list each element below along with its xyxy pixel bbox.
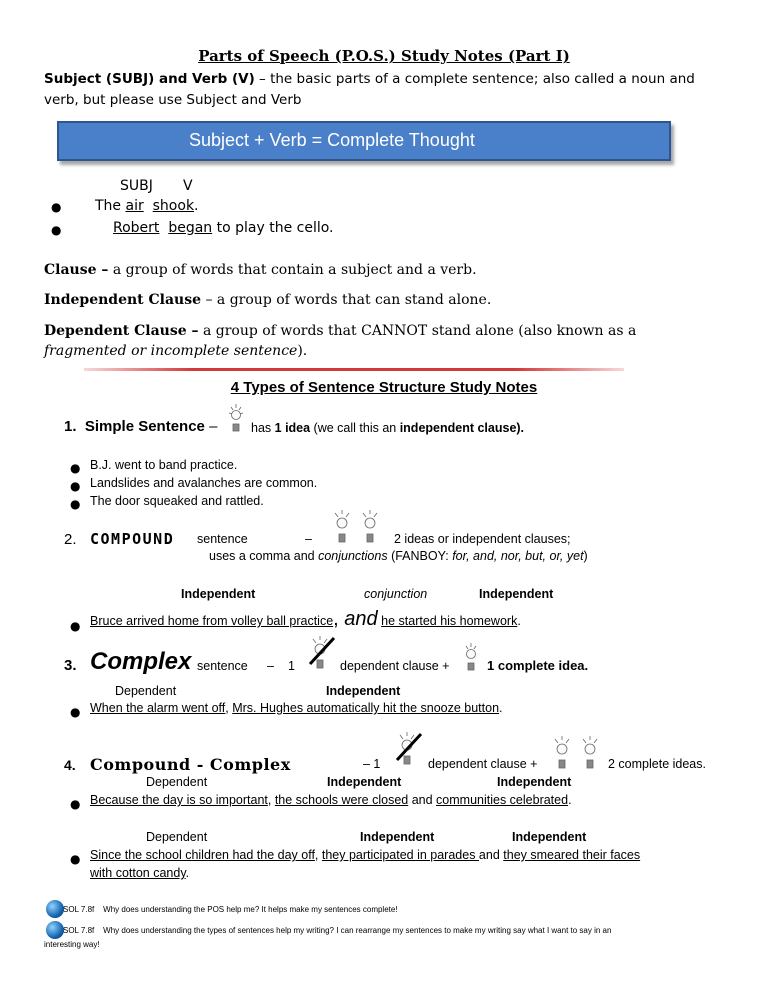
compound-dash: – — [305, 532, 312, 546]
complex-example — [90, 701, 503, 715]
simple-example-2: Landslides and avalanches are common. — [90, 476, 318, 490]
compound-conjunctions: conjunctions — [318, 549, 388, 563]
bullet: ● — [70, 797, 81, 811]
bullet: ● — [51, 223, 62, 237]
complex-dash: – — [267, 659, 274, 673]
compound-complex-dependent: dependent clause + — [428, 757, 538, 771]
cc2-part2: they participated in parades — [321, 848, 479, 862]
bullet: ● — [70, 479, 81, 493]
ex2-verb: began — [168, 220, 213, 236]
compound-complex-number: 4. — [64, 757, 76, 773]
simple-has: has — [251, 421, 275, 435]
ex1-the: The — [95, 198, 122, 214]
sol-note-1 — [63, 905, 398, 914]
compound-word: sentence — [197, 532, 248, 546]
compound-complex-example-2-line2 — [90, 866, 189, 880]
compound-line2-a: uses a comma and — [209, 549, 319, 563]
compound-complex-name: Compound - Complex — [90, 755, 291, 774]
ex2-subject: Robert — [113, 220, 160, 236]
sol1-text: Why does understanding the POS help me? It helps make my sentences complete! — [103, 905, 398, 914]
label-independent: Independent — [181, 587, 256, 601]
cc1-comma: , — [267, 793, 275, 807]
cc1-and: and — [408, 793, 437, 807]
label-dependent: Dependent — [115, 684, 177, 698]
example-2 — [113, 220, 334, 236]
cc1-end: . — [568, 793, 572, 807]
compound-complex-example-2 — [90, 848, 640, 862]
dependent-def: a group of words that CANNOT stand alone (also known as a — [198, 323, 637, 339]
ex1-subject: air — [125, 198, 144, 214]
dependent-term: Dependent Clause – — [44, 323, 199, 339]
clause-term: Clause – — [44, 262, 109, 278]
simple-name: Simple Sentence — [84, 418, 205, 435]
label-independent: Independent — [497, 775, 572, 789]
independent-def: – a group of words that can stand alone. — [201, 292, 492, 308]
simple-example-1: B.J. went to band practice. — [90, 458, 238, 472]
globe-icon — [46, 921, 64, 939]
simple-idea: 1 idea — [274, 421, 311, 435]
page-title: Parts of Speech (P.O.S.) Study Notes (Part I) — [198, 47, 570, 65]
sol-note-2-line2: interesting way! — [44, 940, 100, 949]
compound-example — [90, 608, 521, 631]
compound-complex-example-1 — [90, 793, 572, 807]
complex-ex-part1: When the alarm went off — [90, 701, 226, 715]
compound-complex-ideas: 2 complete ideas. — [608, 757, 706, 771]
compound-line2-e: ) — [583, 549, 588, 563]
compound-ex-part2: he started his homework — [381, 614, 518, 628]
clause-definition — [44, 262, 477, 278]
example-1 — [95, 198, 199, 214]
compound-ex-comma: , — [333, 608, 339, 630]
banner-text: Subject + Verb = Complete Thought — [189, 130, 475, 150]
complex-one: 1 — [288, 659, 295, 673]
cc2-part3: they smeared their faces — [503, 848, 641, 862]
cc1-part3: communities celebrated — [436, 793, 569, 807]
ex1-verb: shook — [152, 198, 195, 214]
complex-ex-end: . — [499, 701, 503, 715]
dependent-definition-line2 — [44, 343, 307, 359]
sol2-code: SOL 7.8f — [63, 926, 95, 935]
dependent-def-italic: fragmented or incomplete sentence — [44, 343, 298, 359]
subject-verb-def: – the basic parts of a complete sentence; also called a noun and — [254, 71, 695, 87]
sol1-code: SOL 7.8f — [63, 905, 95, 914]
globe-icon — [46, 900, 64, 918]
subject-verb-intro — [44, 71, 695, 87]
complex-name: Complex — [90, 648, 192, 675]
dependent-definition — [44, 323, 636, 339]
compound-name: COMPOUND — [90, 530, 175, 548]
label-independent: Independent — [479, 587, 554, 601]
complex-complete: 1 complete idea. — [487, 658, 589, 673]
crossed-lightbulb-icon — [395, 730, 423, 770]
label-dependent: Dependent — [146, 830, 208, 844]
cc2-end: . — [185, 866, 190, 880]
ex2-rest: to play the cello. — [212, 220, 334, 236]
independent-definition — [44, 292, 491, 308]
dependent-def-end: ). — [297, 343, 308, 359]
compound-line2-c: (FANBOY: — [387, 549, 453, 563]
compound-line2 — [209, 549, 588, 563]
label-independent: Independent — [512, 830, 587, 844]
complex-number: 3. — [64, 657, 77, 674]
simple-heading — [64, 418, 217, 435]
independent-term: Independent Clause — [44, 292, 202, 308]
bullet: ● — [51, 200, 62, 214]
two-lightbulbs-icon — [550, 734, 606, 774]
label-independent: Independent — [327, 775, 402, 789]
simple-description — [251, 421, 524, 435]
lightbulb-icon — [228, 402, 250, 436]
bullet: ● — [70, 497, 81, 511]
bullet: ● — [70, 852, 81, 866]
cc1-part1: Because the day is so important — [90, 793, 268, 807]
cc2-comma: , — [314, 848, 322, 862]
compound-ideas: 2 ideas or independent clauses; — [394, 532, 571, 546]
bullet: ● — [70, 461, 81, 475]
subject-verb-term: Subject (SUBJ) and Verb (V) — [44, 71, 255, 87]
cc2-part1: Since the school children had the day off — [90, 848, 315, 862]
two-lightbulbs-icon — [330, 508, 386, 548]
banner — [57, 121, 671, 161]
label-independent: Independent — [326, 684, 401, 698]
subject-verb-def-line2: verb, but please use Subject and Verb — [44, 92, 302, 108]
clause-def: a group of words that contain a subject and a verb. — [108, 262, 477, 278]
cc2-line2: with cotton candy — [90, 866, 186, 880]
lightbulb-icon — [463, 641, 485, 675]
subj-label: SUBJ — [120, 178, 153, 194]
compound-ex-and: and — [338, 608, 378, 630]
section-title: 4 Types of Sentence Structure Study Notes — [230, 379, 538, 396]
simple-number: 1. — [64, 418, 77, 435]
sol-note-2 — [63, 926, 611, 935]
divider — [84, 368, 624, 371]
label-dependent: Dependent — [146, 775, 208, 789]
simple-paren-a: (we call this an — [310, 421, 400, 435]
compound-number: 2. — [64, 531, 77, 548]
verb-label: V — [183, 178, 193, 194]
complex-ex-comma: , — [225, 701, 233, 715]
simple-example-3: The door squeaked and rattled. — [90, 494, 264, 508]
complex-word: sentence — [197, 659, 248, 673]
compound-complex-dash: – 1 — [363, 757, 381, 771]
compound-ex-end: . — [517, 614, 521, 628]
cc1-part2: the schools were closed — [274, 793, 409, 807]
bullet: ● — [70, 705, 81, 719]
label-independent: Independent — [360, 830, 435, 844]
simple-dash: – — [204, 418, 218, 435]
complex-dependent: dependent clause + — [340, 659, 450, 673]
compound-fanboy: for, and, nor, but, or, yet — [452, 549, 584, 563]
sol2-text: Why does understanding the types of sentences help my writing? I can rearrange my sentences to make my writing say what I want to say in an — [103, 926, 612, 935]
label-conjunction: conjunction — [364, 587, 428, 601]
ex1-end: . — [194, 198, 199, 214]
crossed-lightbulb-icon — [308, 634, 336, 674]
complex-ex-part2: Mrs. Hughes automatically hit the snooze button — [232, 701, 500, 715]
bullet: ● — [70, 619, 81, 633]
simple-paren-b: independent clause). — [399, 421, 525, 435]
cc2-and: and — [478, 848, 504, 862]
compound-ex-part1: Bruce arrived home from volley ball practice — [90, 614, 334, 628]
